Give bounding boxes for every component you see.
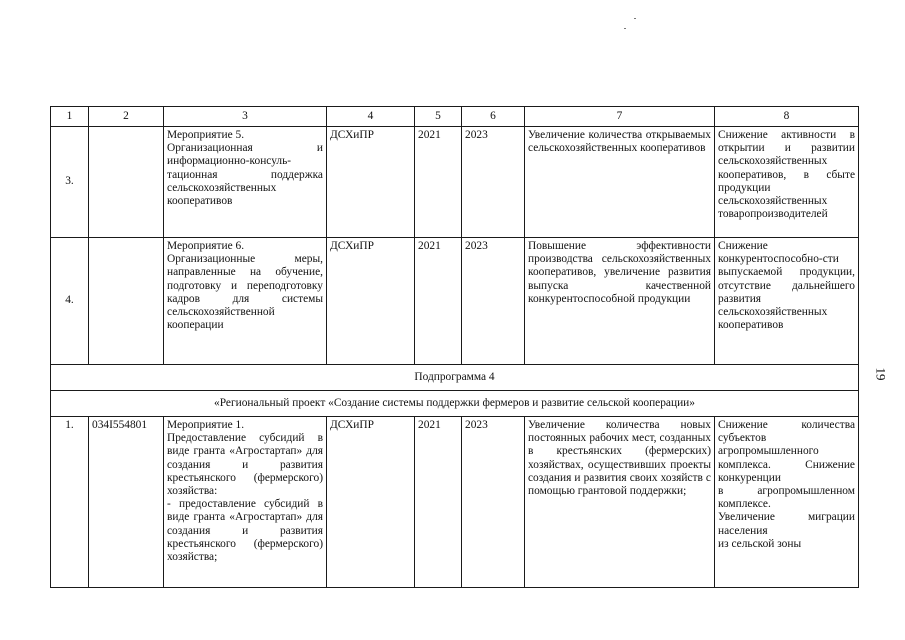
executor: ДСХиПР <box>327 417 415 588</box>
header-cell: 4 <box>327 107 415 127</box>
expected-result: Увеличение количества новых постоянных рабочих мест, созданных в крестьянских (фермерских) хозяйствах, осуществивших проекты создания и развития своих хозяйств с помощью грантовой поддержки; <box>525 417 715 588</box>
expected-result: Повышение эффективности производства сельскохозяйственных кооперативов, увеличение развития выпуска качественной конкурентоспособной продукции <box>525 238 715 365</box>
row-number: 1. <box>51 417 89 588</box>
page-number: 19 <box>873 367 889 381</box>
executor: ДСХиПР <box>327 238 415 365</box>
budget-code: 034I554801 <box>89 417 164 588</box>
start-year: 2021 <box>415 417 462 588</box>
non-implementation-consequence: Снижение активности в открытии и развитии сельскохозяйственных кооперативов, в сбыте продукции сельскохозяйственных товаропроизводителей <box>715 127 859 238</box>
table-row <box>51 417 859 588</box>
non-implementation-consequence: Снижение количества субъектов агропромышленного комплекса. Снижение конкуренции в агропромышленном комплексе. Увеличение миграции населения из сельской зоны <box>715 417 859 588</box>
project-row <box>51 391 859 417</box>
measures-table <box>50 106 859 588</box>
project-title: «Региональный проект «Создание системы поддержки фермеров и развитие сельской кооперации» <box>51 391 859 417</box>
row-number: 3. <box>51 127 89 238</box>
header-cell: 2 <box>89 107 164 127</box>
header-cell: 7 <box>525 107 715 127</box>
event-description: Мероприятие 6. Организационные меры, направленные на обучение, подготовку и переподготовку кадров для системы сельскохозяйственной кооперации <box>164 238 327 365</box>
event-description: Мероприятие 5. Организационная и информационно-консуль-тационная поддержка сельскохозяйственных кооперативов <box>164 127 327 238</box>
table-header-row <box>51 107 859 127</box>
expected-result: Увеличение количества открываемых сельскохозяйственных кооперативов <box>525 127 715 238</box>
scan-speck <box>624 28 626 29</box>
end-year: 2023 <box>462 127 525 238</box>
event-description: Мероприятие 1. Предоставление субсидий в виде гранта «Агростартап» для создания и развития крестьянского (фермерского) хозяйства: - предоставление субсидий в виде гранта «Агростартап» для создания и развития крестьянского (фермерского) хозяйства; <box>164 417 327 588</box>
row-number: 4. <box>51 238 89 365</box>
header-cell: 5 <box>415 107 462 127</box>
header-cell: 1 <box>51 107 89 127</box>
table-row <box>51 238 859 365</box>
budget-code <box>89 238 164 365</box>
start-year: 2021 <box>415 127 462 238</box>
header-cell: 3 <box>164 107 327 127</box>
subprogram-title: Подпрограмма 4 <box>51 365 859 391</box>
table-row <box>51 127 859 238</box>
header-cell: 8 <box>715 107 859 127</box>
executor: ДСХиПР <box>327 127 415 238</box>
non-implementation-consequence: Снижение конкурентоспособно-сти выпускаемой продукции, отсутствие дальнейшего развития сельскохозяйственных кооперативов <box>715 238 859 365</box>
end-year: 2023 <box>462 417 525 588</box>
end-year: 2023 <box>462 238 525 365</box>
header-cell: 6 <box>462 107 525 127</box>
scan-speck <box>634 18 636 19</box>
budget-code <box>89 127 164 238</box>
start-year: 2021 <box>415 238 462 365</box>
subprogram-row <box>51 365 859 391</box>
